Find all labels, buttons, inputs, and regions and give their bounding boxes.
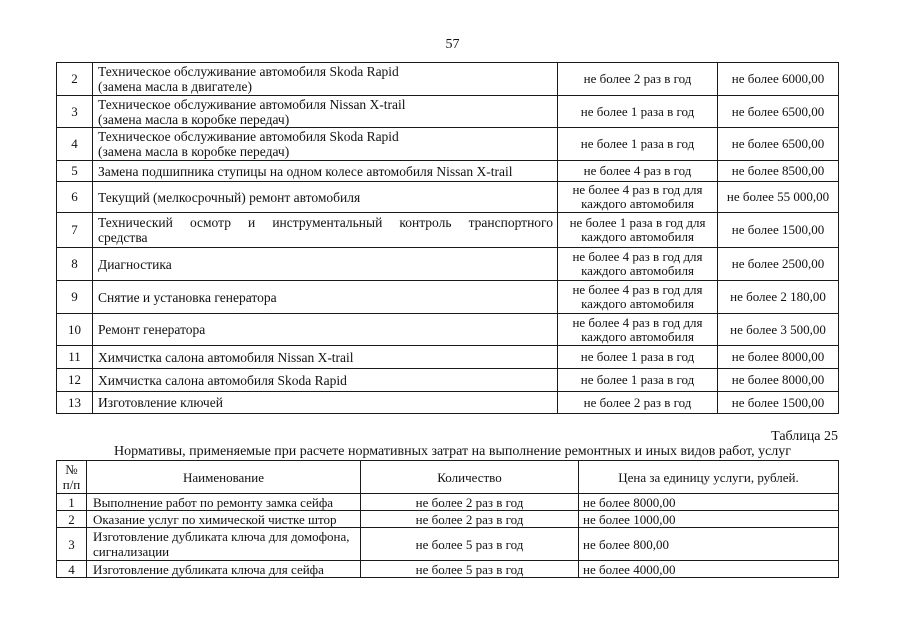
- service-frequency: [558, 369, 718, 392]
- service-frequency: [558, 128, 718, 161]
- service-name: [93, 96, 558, 128]
- service-name-line: Технический осмотр и инструментальный контроль транспортного: [98, 215, 553, 230]
- frequency-line: каждого автомобиля: [581, 229, 694, 244]
- frequency-line: не более 4 раз в год для: [572, 182, 703, 197]
- service-name: [93, 213, 558, 248]
- row-number: 12: [57, 369, 93, 392]
- service-frequency: [558, 346, 718, 369]
- table-header-row: [57, 461, 839, 494]
- service-price: не более 1500,00: [718, 392, 839, 414]
- header-number: [57, 461, 87, 494]
- row-number: 9: [57, 281, 93, 314]
- service-name: [93, 314, 558, 346]
- service-name: [87, 528, 361, 561]
- row-number: 10: [57, 314, 93, 346]
- service-price: не более 800,00: [579, 528, 839, 561]
- service-price: не более 1000,00: [579, 511, 839, 528]
- table-caption: Нормативы, применяемые при расчете нормативных затрат на выполнение ремонтных и иных видов работ, услуг: [113, 444, 792, 459]
- frequency-line: не более 2 раз в год: [583, 71, 692, 86]
- service-price: не более 2500,00: [718, 248, 839, 281]
- service-name-line: Ремонт генератора: [98, 322, 206, 337]
- frequency-line: не более 4 раз в год: [583, 163, 692, 178]
- service-price: не более 8500,00: [718, 161, 839, 182]
- service-frequency: [558, 63, 718, 96]
- service-name-line: Оказание услуг по химической чистке штор: [93, 511, 337, 527]
- frequency-line: не более 1 раза в год: [580, 372, 695, 387]
- service-name-line: сигнализации: [93, 544, 170, 559]
- service-name-line: Изготовление дубликата ключа для домофона,: [93, 529, 350, 544]
- service-frequency: [558, 392, 718, 414]
- row-number: 11: [57, 346, 93, 369]
- frequency-line: не более 2 раз в год: [583, 394, 692, 410]
- service-name: [93, 63, 558, 96]
- frequency-line: каждого автомобиля: [581, 296, 694, 311]
- service-price: не более 6500,00: [718, 128, 839, 161]
- service-name-line: Выполнение работ по ремонту замка сейфа: [93, 494, 334, 510]
- service-name-line: Техническое обслуживание автомобиля Skoda Rapid: [98, 129, 399, 144]
- table-row: [57, 561, 839, 578]
- service-frequency: [558, 96, 718, 128]
- service-name: [87, 494, 361, 511]
- service-price: не более 8000,00: [579, 494, 839, 511]
- table-row: [57, 528, 839, 561]
- table-row: [57, 213, 839, 248]
- header-name: Наименование: [87, 461, 361, 494]
- service-quantity: не более 5 раз в год: [361, 528, 579, 561]
- table-row: [57, 392, 839, 414]
- page-number: 57: [445, 37, 460, 52]
- frequency-line: каждого автомобиля: [581, 328, 694, 344]
- service-frequency: [558, 314, 718, 346]
- table-row: [57, 248, 839, 281]
- row-number: 3: [57, 96, 93, 128]
- service-name-line: Снятие и установка генератора: [98, 289, 277, 305]
- frequency-line: не более 4 раз в год для: [572, 249, 703, 264]
- service-name-line: Замена подшипника ступицы на одном колесе автомобиля Nissan X-trail: [98, 163, 513, 179]
- row-number: 1: [57, 494, 87, 511]
- row-number: 6: [57, 182, 93, 213]
- service-frequency: [558, 182, 718, 213]
- service-price: не более 4000,00: [579, 561, 839, 578]
- service-price: не более 8000,00: [718, 346, 839, 369]
- service-name-line: Химчистка салона автомобиля Nissan X-trail: [98, 349, 354, 365]
- service-name-line: средства: [98, 230, 148, 245]
- service-name: [93, 392, 558, 414]
- row-number: 2: [57, 511, 87, 528]
- service-name: [87, 561, 361, 578]
- row-number: 7: [57, 213, 93, 248]
- frequency-line: каждого автомобиля: [581, 263, 694, 278]
- service-frequency: [558, 161, 718, 182]
- table-row: [57, 63, 839, 96]
- service-name-line: Химчистка салона автомобиля Skoda Rapid: [98, 372, 347, 388]
- service-name-line: Диагностика: [98, 256, 172, 272]
- table-row: [57, 128, 839, 161]
- service-price: не более 1500,00: [718, 213, 839, 248]
- row-number: 4: [57, 561, 87, 578]
- header-number-line: п/п: [62, 477, 81, 492]
- service-name-line: (замена масла в коробке передач): [98, 111, 290, 127]
- row-number: 2: [57, 63, 93, 96]
- service-name: [93, 128, 558, 161]
- service-name: [93, 161, 558, 182]
- service-name-line: Техническое обслуживание автомобиля Skoda Rapid: [98, 64, 399, 79]
- row-number: 3: [57, 528, 87, 561]
- row-number: 8: [57, 248, 93, 281]
- table-row: [57, 346, 839, 369]
- table-row: [57, 314, 839, 346]
- row-number: 5: [57, 161, 93, 182]
- service-name-line: (замена масла в двигателе): [98, 79, 252, 94]
- table-row: [57, 494, 839, 511]
- service-name-line: Изготовление дубликата ключа для сейфа: [93, 561, 324, 577]
- table-row: [57, 281, 839, 314]
- service-price: не более 6500,00: [718, 96, 839, 128]
- frequency-line: не более 4 раз в год для: [572, 282, 703, 297]
- service-name: [87, 511, 361, 528]
- repair-norms-table: [56, 460, 839, 578]
- frequency-line: не более 1 раза в год: [580, 136, 695, 151]
- service-price: не более 55 000,00: [718, 182, 839, 213]
- frequency-line: не более 1 раза в год для: [569, 215, 706, 230]
- service-price: не более 8000,00: [718, 369, 839, 392]
- row-number: 13: [57, 392, 93, 414]
- service-price: не более 3 500,00: [718, 314, 839, 346]
- service-name-line: Текущий (мелкосрочный) ремонт автомобиля: [98, 189, 361, 205]
- service-quantity: не более 2 раз в год: [361, 511, 579, 528]
- table-row: [57, 369, 839, 392]
- header-quantity: Количество: [361, 461, 579, 494]
- frequency-line: каждого автомобиля: [581, 196, 694, 211]
- service-name-line: Техническое обслуживание автомобиля Nissan X-trail: [98, 96, 406, 112]
- service-name-line: (замена масла в коробке передач): [98, 144, 290, 159]
- service-name-line: Изготовление ключей: [98, 395, 223, 410]
- row-number: 4: [57, 128, 93, 161]
- service-frequency: [558, 248, 718, 281]
- header-price: Цена за единицу услуги, рублей.: [579, 461, 839, 494]
- service-name: [93, 346, 558, 369]
- service-name: [93, 369, 558, 392]
- service-name: [93, 281, 558, 314]
- header-number-line: №: [65, 462, 78, 477]
- frequency-line: не более 1 раза в год: [580, 349, 695, 364]
- service-frequency: [558, 213, 718, 248]
- table-row: [57, 96, 839, 128]
- table-row: [57, 511, 839, 528]
- frequency-line: не более 1 раза в год: [580, 103, 695, 119]
- table-label: Таблица 25: [771, 429, 838, 444]
- service-price: не более 6000,00: [718, 63, 839, 96]
- service-name: [93, 182, 558, 213]
- service-quantity: не более 2 раз в год: [361, 494, 579, 511]
- service-quantity: не более 5 раз в год: [361, 561, 579, 578]
- table-row: [57, 182, 839, 213]
- frequency-line: не более 4 раз в год для: [572, 314, 703, 330]
- table-row: [57, 161, 839, 182]
- service-price: не более 2 180,00: [718, 281, 839, 314]
- service-name: [93, 248, 558, 281]
- services-table-continued: [56, 62, 839, 414]
- service-frequency: [558, 281, 718, 314]
